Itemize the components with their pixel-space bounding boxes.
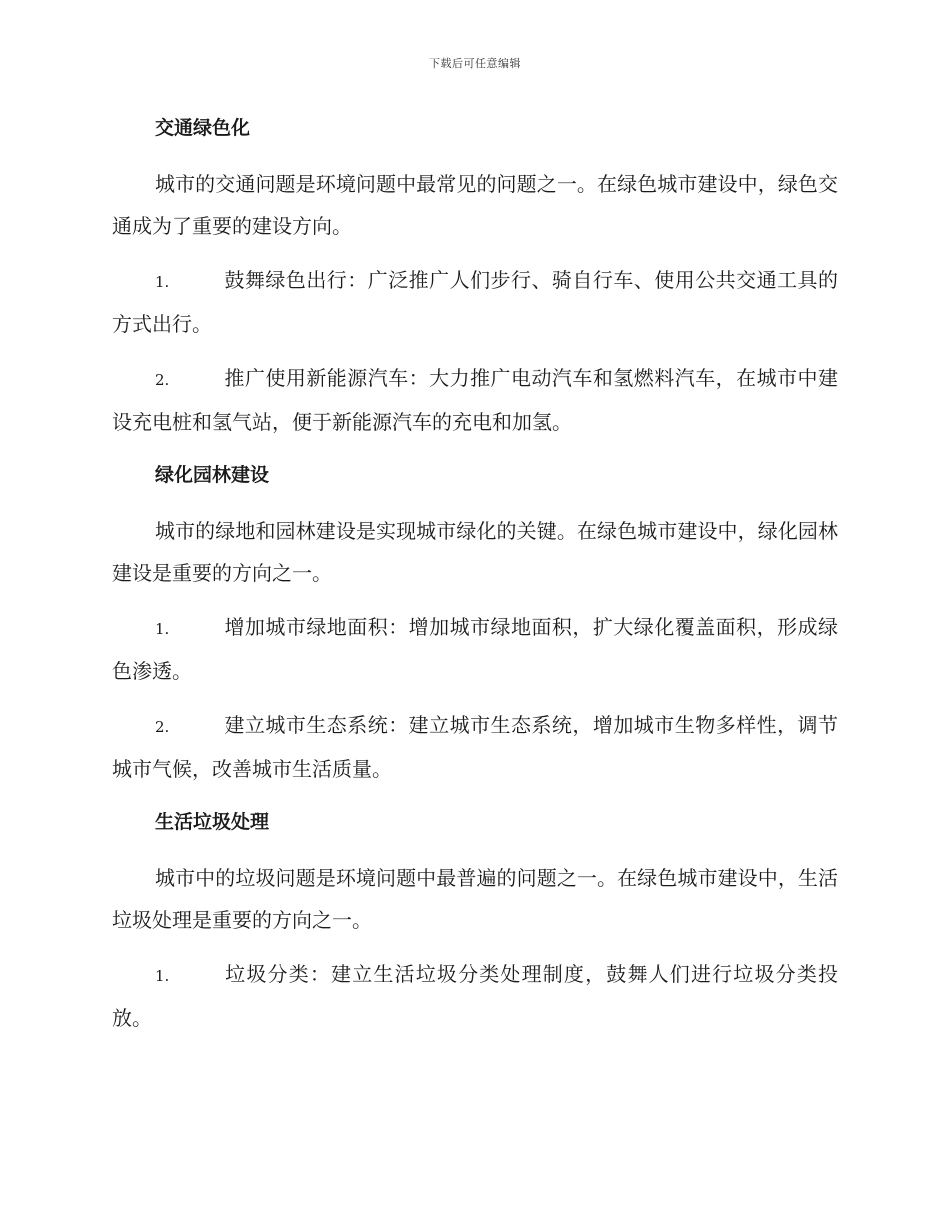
list-item bbox=[112, 259, 838, 345]
list-item-number: 1. bbox=[155, 620, 170, 638]
document-body bbox=[112, 108, 838, 1051]
list-item bbox=[112, 357, 838, 443]
section-waste bbox=[112, 802, 838, 1039]
list-item-number: 2. bbox=[155, 371, 170, 389]
list-item-text: 推广使用新能源汽车：大力推广电动汽车和氢燃料汽车，在城市中建设充电桩和氢气站，便于新能源汽车的充电和加氢。 bbox=[112, 366, 838, 434]
list-item-text: 建立城市生态系统：建立城市生态系统，增加城市生物多样性，调节城市气候，改善城市生活质量。 bbox=[112, 713, 838, 781]
section-intro: 城市的交通问题是环境问题中最常见的问题之一。在绿色城市建设中，绿色交通成为了重要的建设方向。 bbox=[112, 172, 838, 238]
page-header: 下载后可任意编辑 bbox=[429, 57, 521, 70]
list-item-text: 垃圾分类：建立生活垃圾分类处理制度，鼓舞人们进行垃圾分类投放。 bbox=[112, 962, 838, 1030]
section-heading: 生活垃圾处理 bbox=[155, 811, 270, 833]
section-transport bbox=[112, 108, 838, 443]
section-greening bbox=[112, 455, 838, 790]
section-heading: 交通绿色化 bbox=[155, 117, 251, 139]
list-item bbox=[112, 606, 838, 692]
section-intro: 城市中的垃圾问题是环境问题中最普遍的问题之一。在绿色城市建设中，生活垃圾处理是重要的方向之一。 bbox=[112, 866, 838, 932]
list-item-number: 2. bbox=[155, 718, 170, 736]
list-item-number: 1. bbox=[155, 273, 170, 291]
list-item-text: 鼓舞绿色出行：广泛推广人们步行、骑自行车、使用公共交通工具的方式出行。 bbox=[112, 268, 838, 336]
list-item bbox=[112, 953, 838, 1039]
list-item bbox=[112, 704, 838, 790]
section-intro: 城市的绿地和园林建设是实现城市绿化的关键。在绿色城市建设中，绿化园林建设是重要的方向之一。 bbox=[112, 519, 838, 585]
list-item-number: 1. bbox=[155, 967, 170, 985]
section-heading: 绿化园林建设 bbox=[155, 464, 270, 486]
list-item-text: 增加城市绿地面积：增加城市绿地面积，扩大绿化覆盖面积，形成绿色渗透。 bbox=[112, 615, 838, 683]
